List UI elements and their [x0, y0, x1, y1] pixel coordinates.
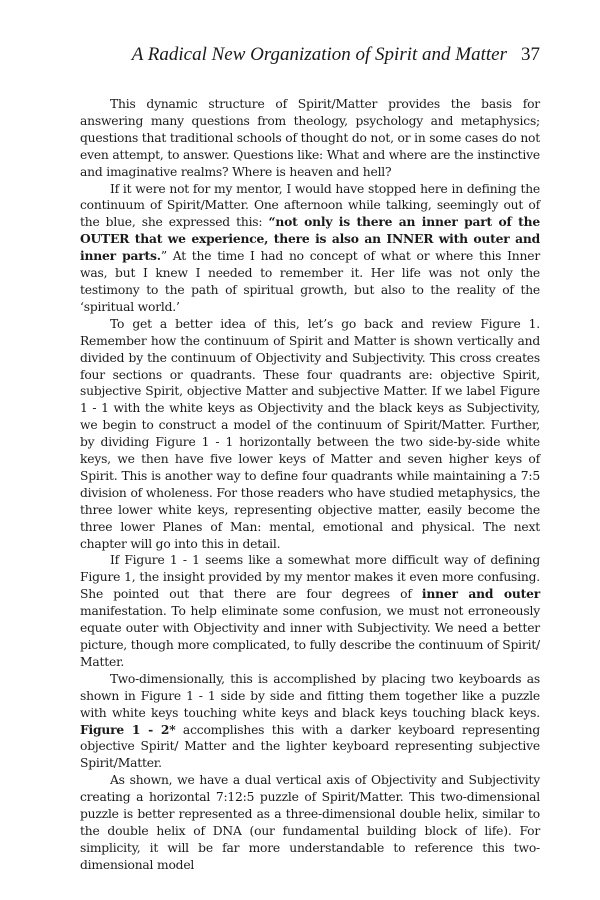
- paragraph: [80, 671, 540, 772]
- body-text: [80, 96, 540, 874]
- page-number: 37: [521, 44, 540, 65]
- text-segment: manifestation. To help eliminate some confusion, we must not erroneously equate outer with Objectivity and inner with Subjectivity. We need a better picture, though more complicated, to fully describe the continuum of Spirit/ Matter.: [80, 604, 540, 669]
- running-header: [80, 44, 540, 72]
- paragraph: [80, 316, 540, 553]
- bold-phrase: inner and outer: [421, 586, 540, 602]
- text-segment: accomplishes this with a darker keyboard representing objective Spirit/ Matter and the lighter keyboard representing subjective Spirit/Matter.: [80, 722, 540, 771]
- text-segment: If it were not for my mentor, I would have stopped here in defining the continuum of Spirit/Matter. One afternoon while talking, seemingly out of the blue, she expressed this:: [80, 181, 540, 230]
- paragraph: [80, 181, 540, 316]
- text-segment: To get a better idea of this, let’s go back and review Figure 1. Remember how the continuum of Spirit and Matter is shown vertically and divided by the continuum of Objectivity and Subjectivity. This cross creates four sections or quadrants. These four quadrants are: objective Spirit, subjective Spirit, objective Matter and subjective Matter. If we label Figure 1 - 1 with the white keys as Objectivity and the black keys as Subjectivity, we begin to construct a model of the continuum of Spirit/Matter. Further, by dividing Figure 1 - 1 horizontally between the two side-by-side white keys, we then have five lower keys of Matter and seven higher keys of Spirit. This is another way to define four quadrants while maintaining a 7:5 division of wholeness. For those readers who have studied metaphysics, the three lower white keys, representing objective matter, easily become the three lower Planes of Man: mental, emotional and physical. The next chapter will go into this in detail.: [80, 316, 540, 551]
- paragraph: [80, 96, 540, 181]
- text-segment: As shown, we have a dual vertical axis of Objectivity and Subjectivity creating a horizontal 7:12:5 puzzle of Spirit/Matter. This two-dimensional puzzle is better represented as a three-dimensional double helix, similar to the double helix of DNA (our fundamental building block of life). For simplicity, it will be far more understandable to reference this two-dimensional model: [80, 773, 540, 872]
- paragraph: [80, 772, 540, 873]
- text-segment: If Figure 1 - 1 seems like a somewhat more difficult way of defining Figure 1, the insight provided by my mentor makes it even more confusing. She pointed out that there are four degrees of: [80, 553, 540, 602]
- text-segment: Two-dimensionally, this is accomplished by placing two keyboards as shown in Figure 1 - 1 side by side and fitting them together like a puzzle with white keys touching white keys and black keys touching black keys.: [80, 671, 540, 720]
- text-segment: This dynamic structure of Spirit/Matter provides the basis for answering many questions from theology, psychology and metaphysics; questions that traditional schools of thought do not, or in some cases do not even attempt, to answer. Questions like: What and where are the instinctive and imaginative realms? Where is heaven and hell?: [80, 97, 540, 179]
- text-segment: ” At the time I had no concept of what or where this Inner was, but I knew I needed to remember it. Her life was not only the testimony to the path of spiritual growth, but also to the reality of the ‘spiritual world.’: [80, 249, 540, 314]
- paragraph: [80, 552, 540, 670]
- bold-quote: “not only is there an inner part of the OUTER that we experience, there is also an INNER with outer and inner parts.: [80, 214, 540, 264]
- figure-reference: Figure 1 - 2*: [80, 721, 176, 737]
- running-title: A Radical New Organization of Spirit and Matter: [131, 44, 507, 65]
